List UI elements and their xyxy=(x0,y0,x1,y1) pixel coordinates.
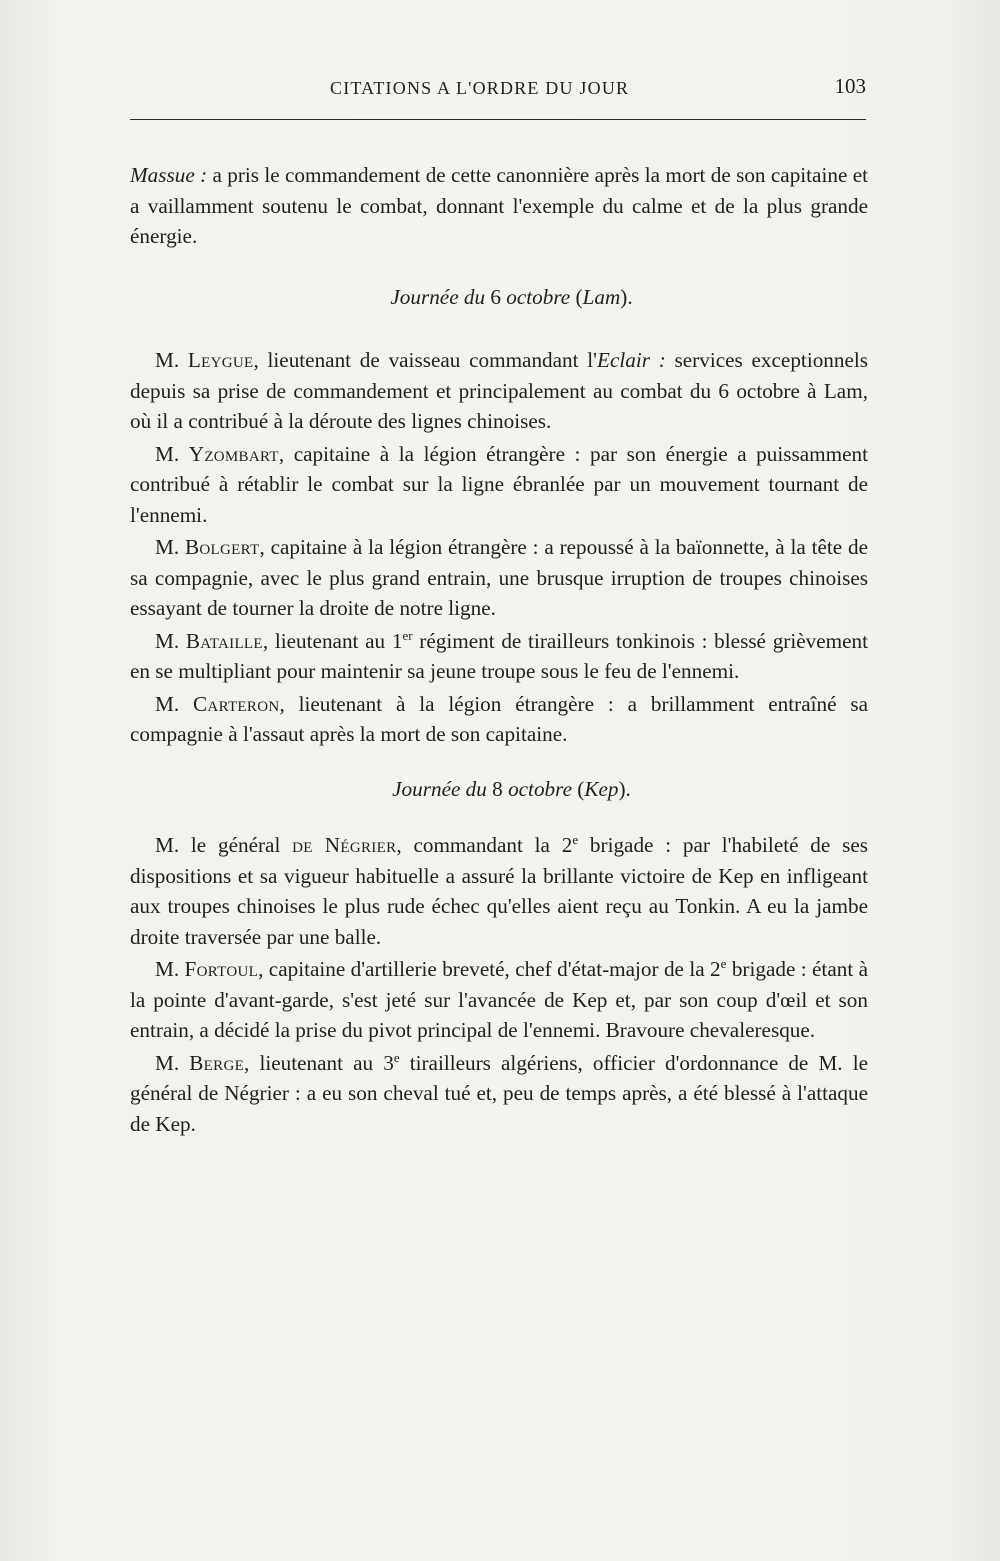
citation-text: a pris le commandement de cette canonnière après la mort de son capitaine et a vaillamment soutenu le combat, donnant l'exemple du calme et de la plus grande énergie. xyxy=(130,163,868,248)
person-name: Fortoul xyxy=(184,957,259,981)
section-heading-lam: Journée du 6 octobre (Lam). xyxy=(390,284,633,309)
section-heading-kep: Journée du 8 octobre (Kep). xyxy=(392,776,631,801)
person-name: Berge xyxy=(189,1050,245,1075)
citation-bataille: M. Bataille, lieutenant au 1er régiment de tirailleurs tonkinois : blessé grièvement en se multipliant pour maintenir sa jeune troupe sous le feu de l'ennemi. xyxy=(130,627,868,683)
citation-carteron: M. Carteron, lieutenant à la légion étrangère : a brillamment entraîné sa compagnie à l'assaut après la mort de son capitaine. xyxy=(130,691,868,746)
page-header xyxy=(130,72,866,104)
ship-name: Eclair : xyxy=(597,348,666,372)
citation-yzombart: M. Yzombart, capitaine à la légion étrangère : par son énergie a puissamment contribué à rétablir le combat sur la ligne ébranlée par un mouvement tournant de l'ennemi. xyxy=(130,441,868,527)
body-text xyxy=(130,160,868,1139)
person-name: Bolgert xyxy=(184,535,260,559)
citation-de-negrier: M. le général de Négrier, commandant la 2e brigade : par l'habileté de ses dispositions et sa vigueur habituelle a assuré la brillante victoire de Kep en infligeant aux troupes chinoises le plus rude échec qu'elles aient reçu au Tonkin. A eu la jambe droite traversée par une balle. xyxy=(130,832,868,949)
person-name: Leygue xyxy=(187,348,254,372)
ship-name: Massue : xyxy=(130,163,208,187)
header-rule xyxy=(130,119,866,120)
person-name: Yzombart xyxy=(188,441,279,466)
person-name: Carteron xyxy=(193,691,280,716)
continued-paragraph xyxy=(130,160,868,252)
running-title: CITATIONS A L'ORDRE DU JOUR xyxy=(330,78,630,98)
citation-berge: M. Berge, lieutenant au 3e tirailleurs algériens, officier d'ordonnance de M. le général de Négrier : a eu son cheval tué et, peu de temps après, a été blessé à l'attaque de Kep. xyxy=(130,1049,868,1136)
page-number: 103 xyxy=(834,74,866,98)
citation-fortoul: M. Fortoul, capitaine d'artillerie breveté, chef d'état-major de la 2e brigade : étant à la pointe d'avant-garde, s'est jeté sur l'avancée de Kep et, par son coup d'œil et son entrain, a décidé la prise du pivot principal de l'ennemi. Bravoure chevaleresque. xyxy=(130,956,869,1042)
citation-bolgert: M. Bolgert, capitaine à la légion étrangère : a repoussé à la baïonnette, à la tête de sa compagnie, avec le plus grand entrain, une brusque irruption de troupes chinoises essayant de tourner la droite de notre ligne. xyxy=(130,535,868,620)
citation-leygue: M. Leygue, lieutenant de vaisseau commandant l'Eclair : services exceptionnels depuis sa prise de commandement et principalement au combat du 6 octobre à Lam, où il a contribué à la déroute des lignes chinoises. xyxy=(130,348,869,433)
person-name: de Négrier xyxy=(292,833,397,857)
person-name: Bataille xyxy=(185,628,263,653)
